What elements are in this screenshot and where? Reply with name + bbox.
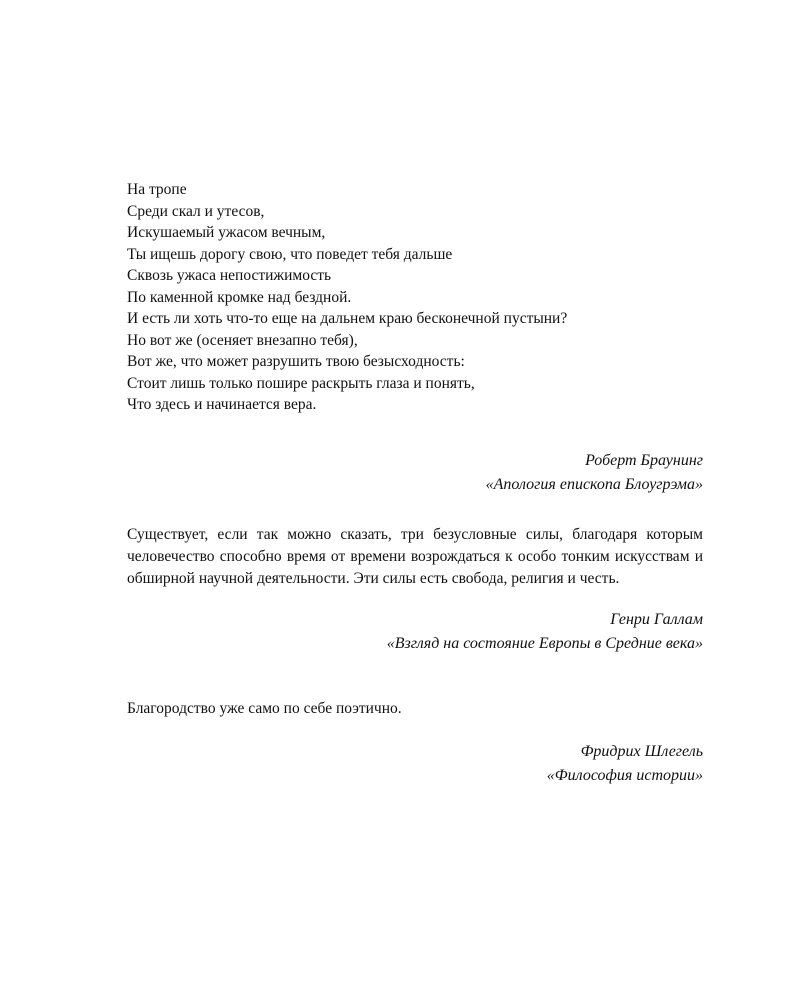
attribution-source: «Апология епископа Блоугрэма» [485, 475, 703, 493]
poem-line: Что здесь и начинается вера. [127, 396, 317, 413]
epigraph-quote-schlegel: Благородство уже само по себе поэтично. [127, 699, 402, 717]
epigraph-page [127, 179, 703, 788]
poem-line: Стоит лишь только пошире раскрыть глаза и понять, [127, 374, 475, 392]
poem-line: Среди скал и утесов, [127, 202, 265, 220]
attribution-source: «Взгляд на состояние Европы в Средние века» [386, 634, 703, 652]
epigraph-attribution-schlegel [127, 740, 703, 788]
poem-line: Вот же, что может разрушить твою безысходность: [127, 353, 465, 370]
attribution-author: Фридрих Шлегель [580, 742, 703, 760]
poem-line: Искушаемый ужасом вечным, [127, 224, 326, 241]
epigraph-quote-hallam: Существует, если так можно сказать, три безусловные силы, благодаря которым человечество способно время от времени возрождаться к особо тонким искусствам и обширной научной деятельности. Эти силы есть свобода, религия и честь. [127, 525, 703, 587]
poem-line: По каменной кромке над бездной. [127, 288, 352, 306]
poem-line: На тропе [127, 181, 187, 198]
epigraph-attribution-browning [127, 449, 703, 497]
epigraph-poem [127, 179, 703, 416]
poem-line: Сквозь ужаса непостижимость [127, 267, 332, 284]
attribution-source: «Философия истории» [546, 766, 703, 784]
attribution-author: Роберт Браунинг [585, 451, 703, 469]
epigraph-attribution-hallam [127, 608, 703, 656]
attribution-author: Генри Галлам [610, 610, 703, 628]
poem-line: И есть ли хоть что-то еще на дальнем краю бесконечной пустыни? [127, 310, 568, 327]
poem-line: Ты ищешь дорогу свою, что поведет тебя дальше [127, 245, 453, 263]
poem-line: Но вот же (осеняет внезапно тебя), [127, 331, 358, 349]
